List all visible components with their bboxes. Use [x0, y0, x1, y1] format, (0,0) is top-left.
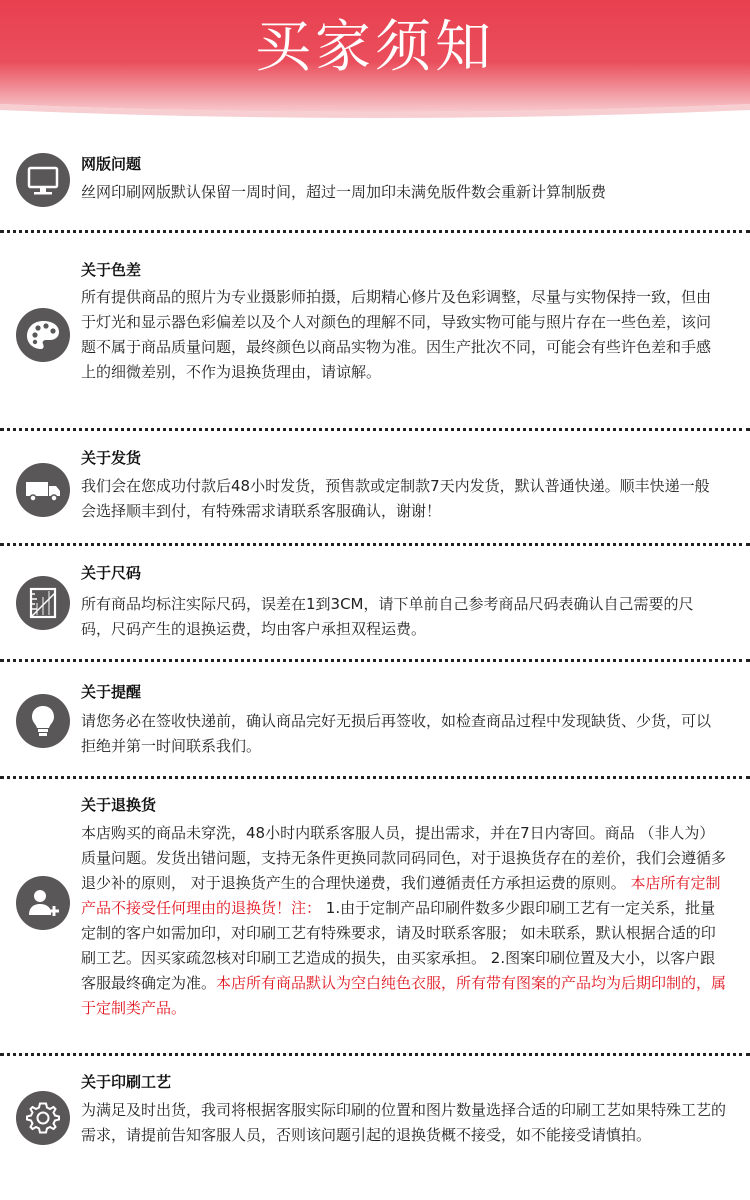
section-title: 关于尺码 — [81, 564, 142, 582]
section-screen-plate — [0, 130, 750, 230]
palette-icon — [16, 308, 70, 362]
add-user-icon — [16, 876, 70, 930]
returns-warning-2: 本店所有商品默认为空白纯色衣服，所有带有图案的产品均为后期印制的，属于定制类产品。 — [81, 974, 727, 1017]
lightbulb-icon — [16, 694, 70, 748]
header-banner — [0, 0, 750, 125]
section-size — [0, 546, 750, 659]
gear-icon — [16, 1091, 70, 1145]
section-color-difference — [0, 233, 750, 428]
section-body: 为满足及时出货，我司将根据客服实际印刷的位置和图片数量选择合适的印刷工艺如果特殊工艺的需求，请提前告知客服人员，否则该问题引起的退换货概不接受，如不能接受请慎拍。 — [81, 1101, 727, 1144]
section-shipping — [0, 431, 750, 543]
ruler-icon — [16, 576, 70, 630]
returns-warning-1: 本店所有定制产品不接受任何理由的退换货！注： — [81, 874, 721, 917]
section-body — [81, 821, 727, 1021]
section-title: 网版问题 — [81, 155, 142, 173]
section-body: 所有商品均标注实际尺码，误差在1到3CM，请下单前自己参考商品尺码表确认自己需要的尺码，尺码产生的退换运费，均由客户承担双程运费。 — [81, 595, 694, 638]
monitor-icon — [16, 153, 70, 207]
section-reminder — [0, 662, 750, 776]
section-body: 我们会在您成功付款后48小时发货，预售款或定制款7天内发货，默认普通快递。顺丰快递一般会选择顺丰到付，有特殊需求请联系客服确认，谢谢！ — [81, 477, 710, 520]
section-printing-process — [0, 1056, 750, 1200]
page-title: 买家须知 — [255, 15, 495, 80]
section-title: 关于退换货 — [81, 796, 157, 814]
section-title: 关于色差 — [81, 261, 142, 279]
section-title: 关于发货 — [81, 449, 142, 467]
section-body: 所有提供商品的照片为专业摄影师拍摄，后期精心修片及色彩调整，尽量与实物保持一致，但由于灯光和显示器色彩偏差以及个人对颜色的理解不同，导致实物可能与照片存在一些色差，该问题不属于商品质量问题，最终颜色以商品实物为准。因生产批次不同，可能会有些许色差和手感上的细微差别，不作为退换货理由，请谅解。 — [81, 288, 712, 381]
section-title: 关于提醒 — [81, 683, 142, 701]
truck-icon — [16, 463, 70, 517]
returns-text-1: 本店购买的商品未穿洗，48小时内联系客服人员，提出需求，并在7日内寄回。商品 （非人为）质量问题。发货出错问题，支持无条件更换同款同码同色，对于退换货存在的差价，我们会遵循多退少补的原则， 对于退换货产生的合理快递费，我们遵循责任方承担运费的原则。 — [81, 824, 727, 892]
section-title: 关于印刷工艺 — [81, 1073, 172, 1091]
section-returns — [0, 779, 750, 1053]
section-body: 请您务必在签收快递前，确认商品完好无损后再签收，如检查商品过程中发现缺货、少货，可以拒绝并第一时间联系我们。 — [81, 712, 712, 755]
returns-text-2: 1.由于定制产品印刷件数多少跟印刷工艺有一定关系，批量定制的客户如需加印，对印刷工艺有特殊要求，请及时联系客服； 如未联系，默认根据合适的印刷工艺。因买家疏忽核对印刷工艺造成的损失，由买家承担。 2.图案印刷位置及大小，以客户跟客服最终确定为准。 — [81, 899, 716, 992]
section-body: 丝网印刷网版默认保留一周时间，超过一周加印未满免版件数会重新计算制版费 — [81, 183, 607, 201]
